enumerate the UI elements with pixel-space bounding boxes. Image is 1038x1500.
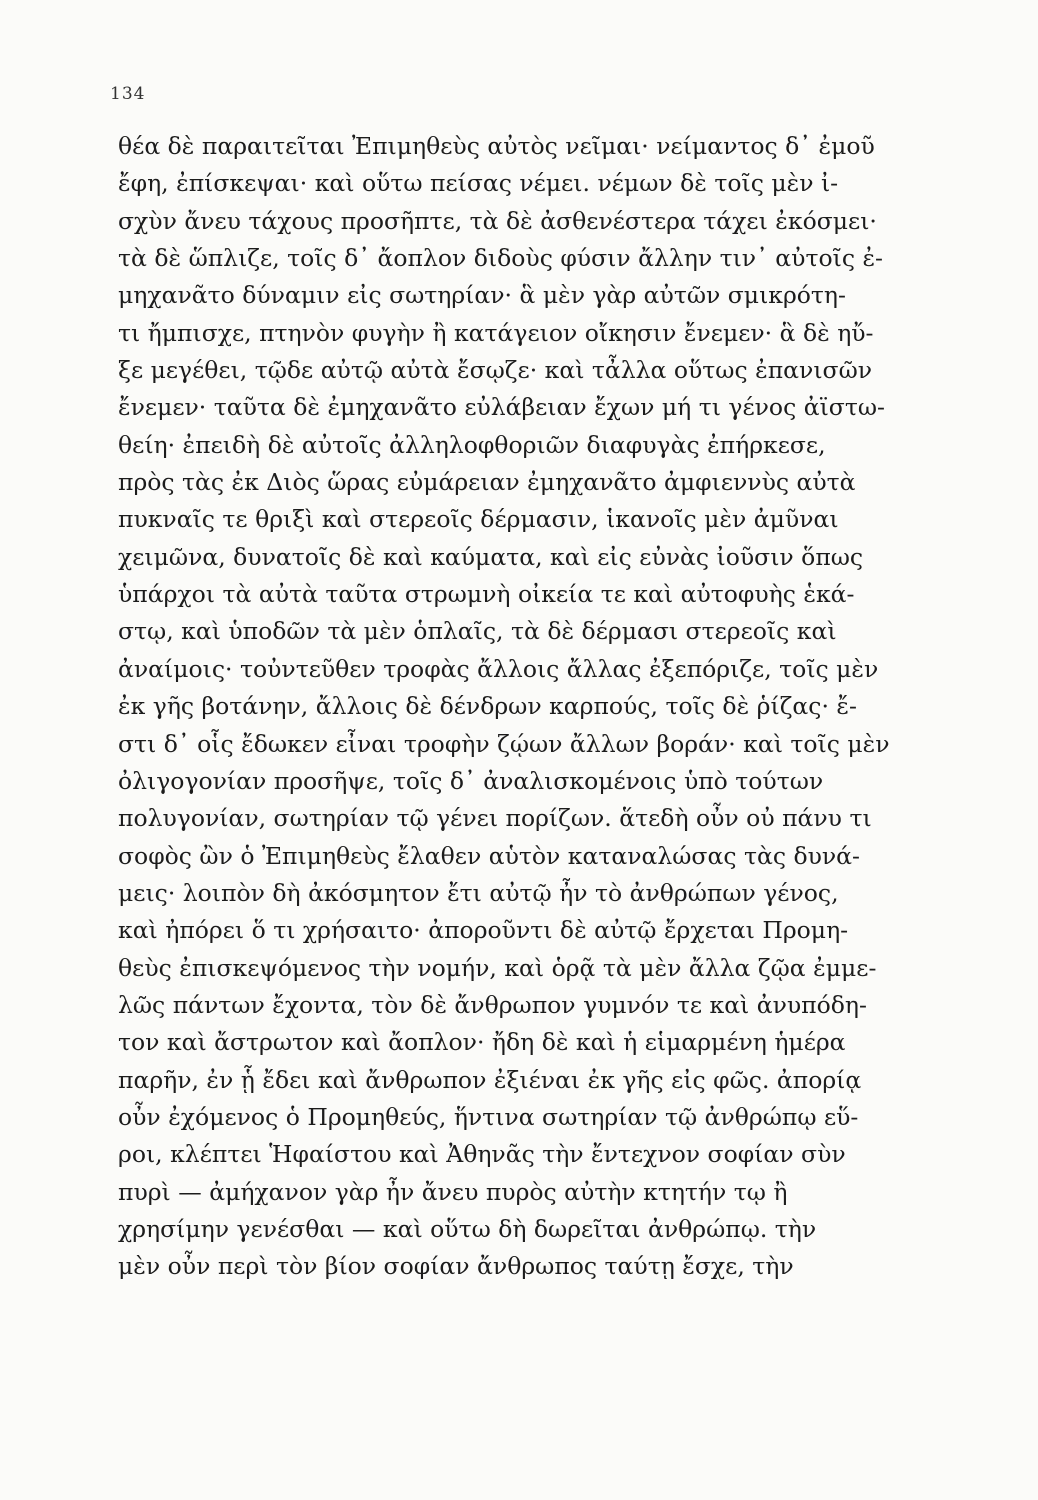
text-line-30: χρησίμην γενέσθαι — καὶ οὕτω δὴ δωρεῖται ἀνθρώπῳ. τὴν [118,1214,817,1243]
text-line-18: ὀλιγογονίαν προσῆψε, τοῖς δ᾽ ἀναλισκομένοις ὑπὸ τούτων [118,766,824,795]
text-line-17: στι δ᾽ οἷς ἔδωκεν εἶναι τροφὴν ζῴων ἄλλων βοράν· καὶ τοῖς μὲν [118,729,890,758]
text-line-5: μηχανᾶτο δύναμιν εἰς σωτηρίαν· ἃ μὲν γὰρ αὐτῶν σμικρότη- [118,281,846,310]
text-line-26: παρῆν, ἐν ᾗ ἔδει καὶ ἄνθρωπον ἐξιέναι ἐκ γῆς εἰς φῶς. ἀπορίᾳ [118,1065,862,1094]
text-line-14: στῳ, καὶ ὑποδῶν τὰ μὲν ὁπλαῖς, τὰ δὲ δέρμασι στερεοῖς καὶ [118,617,837,646]
text-line-19: πολυγονίαν, σωτηρίαν τῷ γένει πορίζων. ἅτεδὴ οὖν οὐ πάνυ τι [118,804,872,833]
text-line-7: ξε μεγέθει, τῷδε αὐτῷ αὐτὰ ἔσῳζε· καὶ τἆλλα οὕτως ἐπανισῶν [118,356,873,385]
text-line-12: χειμῶνα, δυνατοῖς δὲ καὶ καύματα, καὶ εἰς εὐνὰς ἰοῦσιν ὅπως [118,542,864,571]
text-line-29: πυρὶ — ἀμήχανον γὰρ ἦν ἄνευ πυρὸς αὐτὴν κτητήν τῳ ἢ [118,1177,788,1206]
text-line-6: τι ἤμπισχε, πτηνὸν φυγὴν ἢ κατάγειον οἴκησιν ἔνεμεν· ἃ δὲ ηὔ- [118,318,874,347]
text-line-11: πυκναῖς τε θριξὶ καὶ στερεοῖς δέρμασιν, ἱκανοῖς μὲν ἀμῦναι [118,505,839,534]
text-line-1: θέα δὲ παραιτεῖται Ἐπιμηθεὺς αὐτὸς νεῖμαι· νείμαντος δ᾽ ἐμοῦ [118,132,875,160]
text-line-20: σοφὸς ὢν ὁ Ἐπιμηθεὺς ἔλαθεν αὑτὸν καταναλώσας τὰς δυνά- [118,841,860,870]
text-line-22: καὶ ἠπόρει ὅ τι χρήσαιτο· ἀποροῦντι δὲ αὐτῷ ἔρχεται Προμη- [118,916,849,945]
page-number: 134 [110,84,146,104]
text-line-9: θείη· ἐπειδὴ δὲ αὐτοῖς ἀλληλοφθοριῶν διαφυγὰς ἐπήρκεσε, [118,430,826,459]
text-line-10: πρὸς τὰς ἐκ Διὸς ὥρας εὐμάρειαν ἐμηχανᾶτο ἀμφιεννὺς αὐτὰ [118,468,856,497]
text-line-24: λῶς πάντων ἔχοντα, τὸν δὲ ἄνθρωπον γυμνόν τε καὶ ἀνυπόδη- [118,990,867,1019]
text-line-25: τον καὶ ἄστρωτον καὶ ἄοπλον· ἤδη δὲ καὶ ἡ εἱμαρμένη ἡμέρα [118,1028,846,1057]
text-line-23: θεὺς ἐπισκεψόμενος τὴν νομήν, καὶ ὁρᾷ τὰ μὲν ἄλλα ζῷα ἐμμε- [118,953,877,982]
text-line-2: ἔφη, ἐπίσκεψαι· καὶ οὕτω πείσας νέμει. νέμων δὲ τοῖς μὲν ἰ- [118,169,839,198]
text-line-15: ἀναίμοις· τοὐντεῦθεν τροφὰς ἄλλοις ἄλλας ἐξεπόριζε, τοῖς μὲν [118,654,879,683]
text-line-28: ροι, κλέπτει Ἡφαίστου καὶ Ἀθηνᾶς τὴν ἔντεχνον σοφίαν σὺν [118,1140,846,1169]
text-line-13: ὑπάρχοι τὰ αὐτὰ ταῦτα στρωμνὴ οἰκεία τε καὶ αὐτοφυὴς ἑκά- [118,580,855,609]
text-line-8: ἔνεμεν· ταῦτα δὲ ἐμηχανᾶτο εὐλάβειαν ἔχων μή τι γένος ἀϊστω- [118,393,885,422]
body-text [118,128,998,1286]
text-line-16: ἐκ γῆς βοτάνην, ἄλλοις δὲ δένδρων καρπούς, τοῖς δὲ ῥίζας· ἔ- [118,692,857,721]
text-line-3: σχὺν ἄνευ τάχους προσῆπτε, τὰ δὲ ἀσθενέστερα τάχει ἐκόσμει· [118,206,877,235]
text-line-27: οὖν ἐχόμενος ὁ Προμηθεύς, ἥντινα σωτηρίαν τῷ ἀνθρώπῳ εὕ- [118,1102,859,1131]
text-line-4: τὰ δὲ ὥπλιζε, τοῖς δ᾽ ἄοπλον διδοὺς φύσιν ἄλλην τιν᾽ αὐτοῖς ἐ- [118,244,884,273]
text-line-21: μεις· λοιπὸν δὴ ἀκόσμητον ἔτι αὐτῷ ἦν τὸ ἀνθρώπων γένος, [118,878,839,907]
text-line-31: μὲν οὖν περὶ τὸν βίον σοφίαν ἄνθρωπος ταύτῃ ἔσχε, τὴν [118,1252,794,1281]
